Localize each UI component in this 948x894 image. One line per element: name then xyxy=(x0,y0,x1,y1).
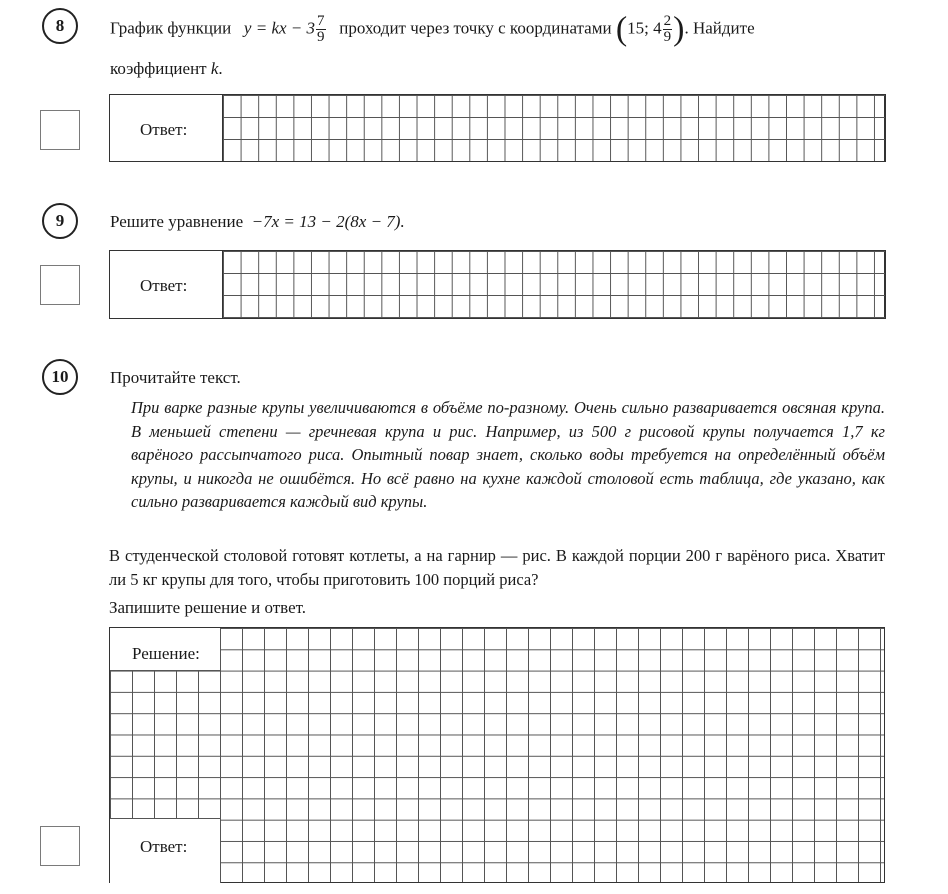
question-number-10: 10 xyxy=(42,359,78,395)
q8-frac1-den: 9 xyxy=(317,29,325,45)
q9-equation: −7x = 13 − 2(8x − 7). xyxy=(251,212,405,231)
question-8-text xyxy=(110,10,755,48)
q8-paren-open: ( xyxy=(615,10,628,48)
q8-line2: коэффициент xyxy=(110,59,207,78)
question-9-text xyxy=(110,211,405,233)
q8-line2-end: . xyxy=(218,59,223,78)
q8-text-start: График функции xyxy=(110,18,232,38)
score-box-10[interactable] xyxy=(40,826,80,866)
answer-label-9: Ответ: xyxy=(140,276,188,295)
solution-label-10: Решение: xyxy=(132,644,200,663)
question-8-text-line2 xyxy=(110,58,223,80)
answer-grid-9[interactable] xyxy=(222,250,886,319)
q8-formula-y: y xyxy=(243,18,252,38)
question-10-instruction: Запишите решение и ответ. xyxy=(109,598,307,617)
q8-frac2-num: 2 xyxy=(663,13,672,29)
solution-grid-10[interactable] xyxy=(109,627,885,883)
score-box-9[interactable] xyxy=(40,265,80,305)
answer-box-9 xyxy=(109,250,885,319)
question-10-intro: Прочитайте текст. xyxy=(110,368,241,387)
answer-grid-8[interactable] xyxy=(222,94,886,162)
answer-label-8: Ответ: xyxy=(140,120,188,139)
solution-label-cell xyxy=(110,628,221,671)
answer-label-10: Ответ: xyxy=(140,837,188,856)
answer-box-8 xyxy=(109,94,885,162)
q8-fraction-1 xyxy=(316,14,326,45)
question-number-8: 8 xyxy=(42,8,78,44)
q8-frac1-num: 7 xyxy=(317,13,325,29)
q8-text-end: . Найдите xyxy=(684,18,755,38)
q8-line2-var: k xyxy=(210,59,219,78)
q8-frac2-den: 9 xyxy=(663,29,672,45)
question-10-passage: При варке разные крупы увеличиваются в объёме по-разному. Очень сильно разваривается овсяная крупа. В меньшей степени — гречневая крупа и рис. Например, из 500 г рисовой крупы получается 1,7 кг варёного рассыпчатого риса. Опытный повар знает, сколько воды требуется на определённый объём крупы, и никогда не ошибётся. Но всё равно на кухне каждой столовой есть таблица, где указано, как сильно разваривается каждый вид крупы. xyxy=(131,398,885,511)
q8-paren-close: ) xyxy=(673,10,685,48)
q8-fraction-2 xyxy=(663,14,673,45)
question-number-9: 9 xyxy=(42,203,78,239)
q8-text-mid: проходит через точку с координатами xyxy=(339,18,612,38)
score-box-8[interactable] xyxy=(40,110,80,150)
answer-label-cell xyxy=(110,818,221,883)
q8-formula-eq: = kx − 3 xyxy=(251,18,316,38)
q9-text: Решите уравнение xyxy=(110,212,244,231)
q8-point-start: 15; 4 xyxy=(627,18,662,38)
question-10-task: В студенческой столовой готовят котлеты, а на гарнир — рис. В каждой порции 200 г варёного риса. Хватит ли 5 кг крупы для того, чтобы приготовить 100 порций риса? xyxy=(109,546,885,589)
